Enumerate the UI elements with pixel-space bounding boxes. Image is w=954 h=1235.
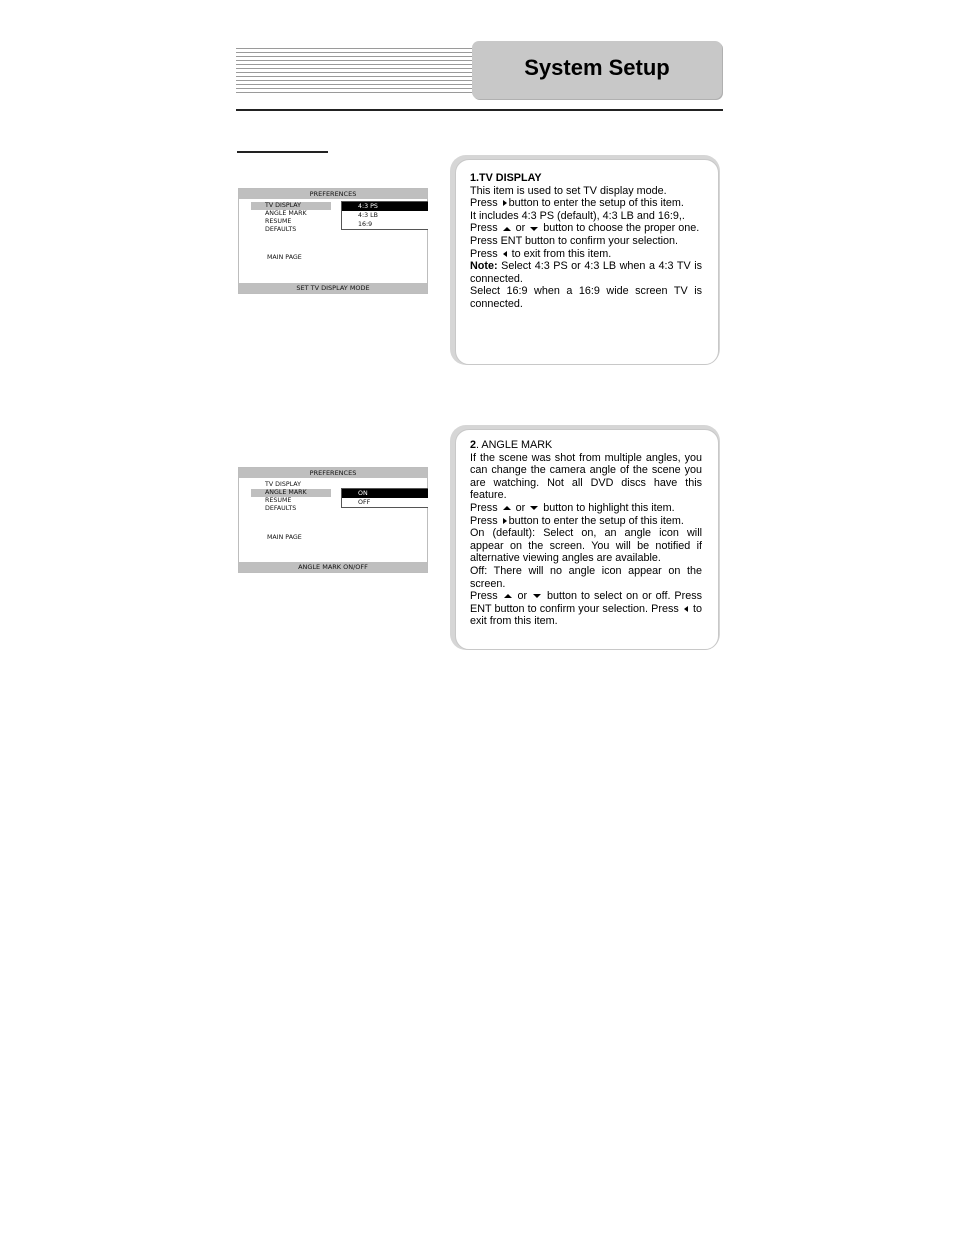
section-underline — [237, 151, 328, 153]
text-line: This item is used to set TV display mode. — [470, 184, 667, 197]
page-title: System Setup — [524, 55, 670, 80]
down-arrow-icon — [533, 594, 541, 598]
down-arrow-icon — [530, 227, 538, 231]
osd-item-main-page: MAIN PAGE — [267, 534, 302, 541]
osd-screen-angle-mark — [238, 467, 428, 573]
osd-item-resume: RESUME — [265, 497, 292, 504]
osd-bottom-bar: ANGLE MARK ON/OFF — [239, 562, 427, 572]
osd-bottom-bar: SET TV DISPLAY MODE — [239, 283, 427, 293]
osd-submenu — [341, 488, 428, 508]
osd-item-resume: RESUME — [265, 218, 292, 225]
text-line: Press or button to select on or off. Press ENT button to confirm your selection. Press to exit from this item. — [470, 590, 703, 628]
osd-option-169: 16:9 — [358, 221, 373, 228]
osd-option-on: ON — [342, 489, 428, 498]
text-line: On (default): Select on, an angle icon will appear on the screen. You will be notified if alternative viewing angles are available. — [470, 527, 702, 565]
osd-item-angle-mark: ANGLE MARK — [265, 210, 307, 217]
instruction-text — [470, 439, 702, 628]
box-heading: 1.TV DISPLAY — [470, 172, 542, 184]
text-line: Press ENT button to confirm your selection. — [470, 234, 679, 247]
text-line: Press or button to choose the proper one. — [470, 222, 700, 235]
osd-top-bar: PREFERENCES — [239, 468, 427, 478]
osd-item-tv-display: TV DISPLAY — [265, 481, 301, 488]
left-arrow-icon — [684, 606, 688, 612]
left-arrow-icon — [503, 251, 507, 257]
text-line: Select 16:9 when a 16:9 wide screen TV is connected. — [470, 285, 702, 310]
osd-option-43ps: 4:3 PS — [342, 202, 428, 211]
osd-item-defaults: DEFAULTS — [265, 226, 297, 233]
text-line: Off: There will no angle icon appear on the screen. — [470, 564, 702, 590]
text-line: Press button to enter the setup of this item. — [470, 197, 684, 210]
right-arrow-icon — [503, 518, 507, 524]
down-arrow-icon — [530, 506, 538, 510]
box-heading: 2. ANGLE MARK — [470, 439, 553, 451]
instruction-text — [470, 172, 702, 311]
instruction-box-tv-display — [450, 155, 720, 365]
up-arrow-icon — [504, 594, 512, 598]
text-line: It includes 4:3 PS (default), 4:3 LB and 16:9,. — [470, 209, 685, 222]
text-line: Note: Select 4:3 PS or 4:3 LB when a 4:3 TV is connected. — [470, 260, 702, 285]
osd-submenu — [341, 201, 428, 230]
osd-item-defaults: DEFAULTS — [265, 505, 297, 512]
up-arrow-icon — [503, 506, 511, 510]
text-line: If the scene was shot from multiple angles, you can change the camera angle of the scene you are watching. Not all DVD discs have this feature. — [470, 451, 702, 502]
instruction-box-angle-mark — [450, 425, 720, 650]
osd-option-off: OFF — [358, 499, 371, 506]
osd-option-43lb: 4:3 LB — [358, 212, 378, 219]
header-stripes — [236, 48, 476, 94]
text-line: Press button to enter the setup of this item. — [470, 514, 684, 527]
osd-item-tv-display: TV DISPLAY — [251, 202, 331, 210]
osd-item-main-page: MAIN PAGE — [267, 254, 302, 261]
title-tab — [472, 41, 722, 99]
text-line: Press or button to highlight this item. — [470, 501, 675, 514]
header-rule — [236, 109, 723, 111]
up-arrow-icon — [503, 227, 511, 231]
osd-screen-tv-display — [238, 188, 428, 294]
osd-item-angle-mark: ANGLE MARK — [251, 489, 331, 497]
osd-top-bar: PREFERENCES — [239, 189, 427, 199]
right-arrow-icon — [503, 200, 507, 206]
text-line: Press to exit from this item. — [470, 247, 612, 260]
